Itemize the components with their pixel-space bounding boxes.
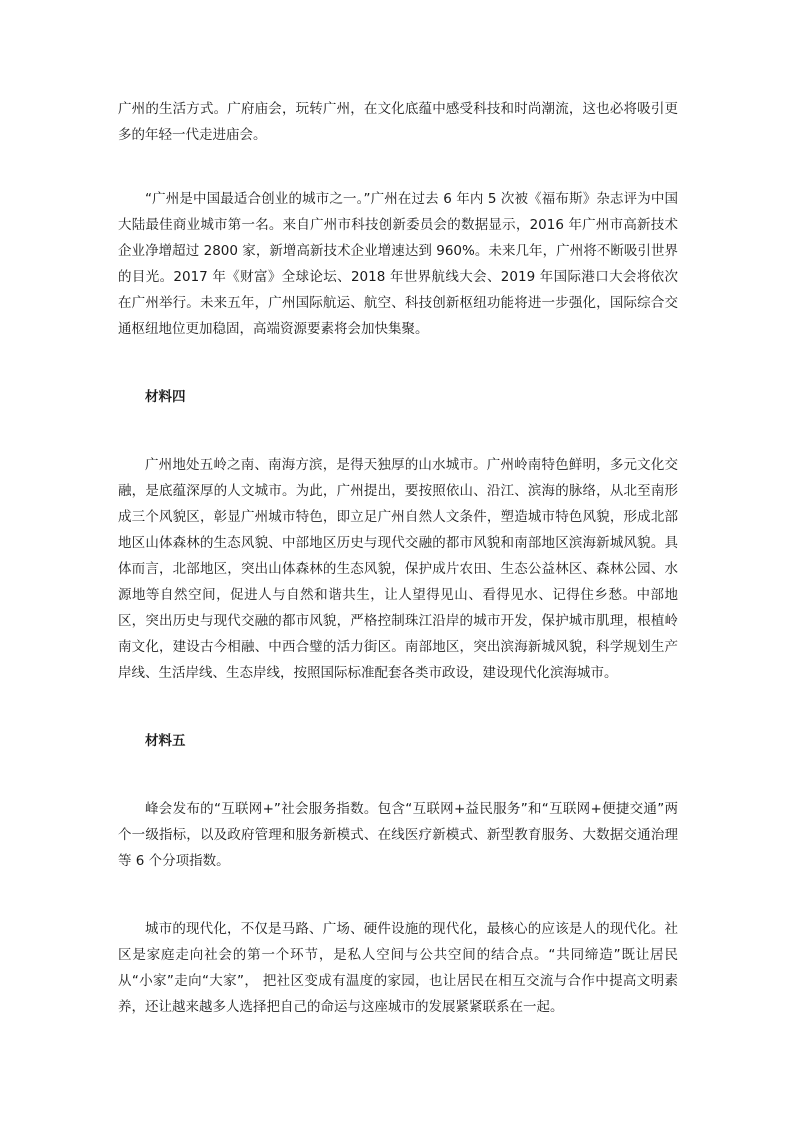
spacer — [118, 342, 678, 384]
spacer — [118, 148, 678, 186]
paragraph-intro: 广州的生活方式。广府庙会，玩转广州，在文化底蕴中感受科技和时尚潮流，这也必将吸引更多的年轻一代走进庙会。 — [118, 101, 678, 143]
paragraph-modernization: 城市的现代化，不仅是马路、广场、硬件设施的现代化，最核心的应该是人的现代化。社区是家庭走向社会的第一个环节，是私人空间与公共空间的结合点。“共同缔造”既让居民从“小家”走向“大家”， 把社区变成有温度的家园，也让居民在相互交流与合作中提高文明素养，还让越来越多人选择把自己的命运与这座城市的发展紧紧联系在一起。 — [118, 921, 678, 1015]
spacer — [118, 410, 678, 452]
spacer — [118, 686, 678, 728]
heading-material-5: 材料五 — [145, 733, 186, 749]
paragraph-material-4: 广州地处五岭之南、南海方滨，是得天独厚的山水城市。广州岭南特色鲜明，多元文化交融，是底蕴深厚的人文城市。为此，广州提出，要按照依山、沿江、滨海的脉络，从北至南形成三个风貌区，彰显广州城市特色，即立足广州自然人文条件，塑造城市特色风貌，形成北部地区山体森林的生态风貌、中部地区历史与现代交融的都市风貌和南部地区滨海新城风貌。具体而言，北部地区，突出山体森林的生态风貌，保护成片农田、生态公益林区、森林公园、水源地等自然空间，促进人与自然和谐共生，让人望得见山、看得见水、记得住乡愁。中部地区，突出历史与现代交融的都市风貌，严格控制珠江沿岸的城市开发，保护城市肌理，根植岭南文化，建设古今相融、中西合璧的活力街区。南部地区，突出滨海新城风貌，科学规划生产岸线、生活岸线、生态岸线，按照国际标准配套各类市政设，建设现代化滨海城市。 — [118, 457, 678, 681]
spacer — [118, 874, 678, 916]
spacer — [118, 754, 678, 796]
paragraph-material-5: 峰会发布的“互联网+”社会服务指数。包含“互联网+益民服务”和“互联网+便捷交通”两个一级指标，以及政府管理和服务新模式、在线医疗新模式、新型教育服务、大数据交通治理等 6 个分项指数。 — [118, 801, 678, 869]
document-page — [118, 96, 678, 1020]
heading-material-4: 材料四 — [145, 389, 186, 405]
paragraph-innovation: “广州是中国最适合创业的城市之一。”广州在过去 6 年内 5 次被《福布斯》杂志评为中国大陆最佳商业城市第一名。来自广州市科技创新委员会的数据显示，2016 年广州市高新技术企业净增超过 2800 家，新增高新技术企业增速达到 960%。未来几年，广州将不断吸引世界的目光。2017 年《财富》全球论坛、2018 年世界航线大会、2019 年国际港口大会将依次在广州举行。未来五年，广州国际航运、航空、科技创新枢纽功能将进一步强化，国际综合交通枢纽地位更加稳固，高端资源要素将会加快集聚。 — [118, 191, 678, 337]
